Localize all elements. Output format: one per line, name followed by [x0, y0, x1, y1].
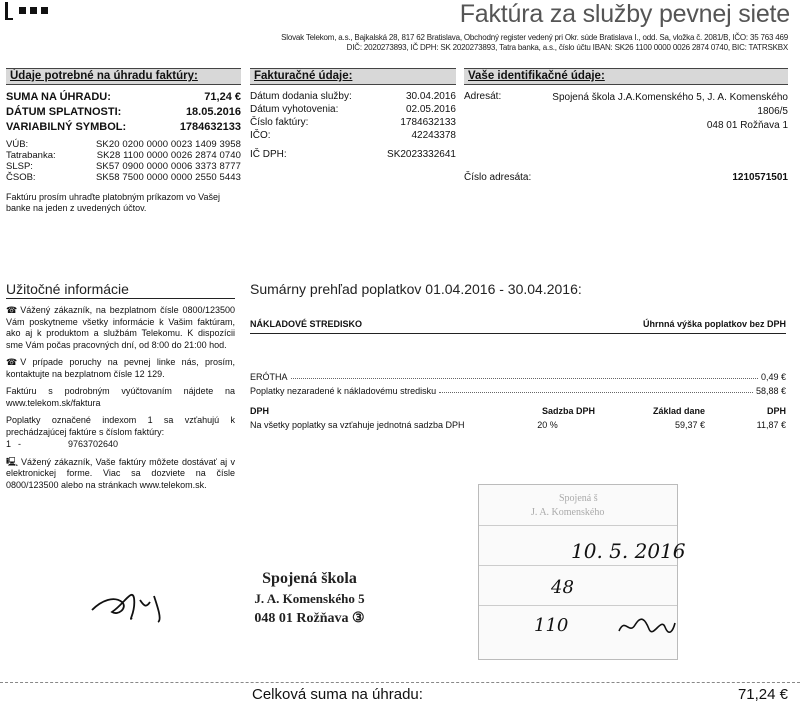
- address-line: 1806/5: [757, 106, 788, 117]
- payment-heading: Údaje potrebné na úhradu faktúry:: [6, 68, 241, 85]
- summary-item-value: 58,88 €: [755, 386, 786, 396]
- total-fees-header: Úhrnná výška poplatkov bez DPH: [642, 319, 786, 329]
- received-stamp-line: Spojená š: [559, 493, 598, 504]
- total-value: 71,24 €: [737, 686, 788, 703]
- reference-invoice-number: 9763702640: [68, 439, 119, 449]
- ico-label: IČO:: [250, 130, 271, 141]
- summary-items: [250, 372, 786, 396]
- phone-icon: ☎: [6, 357, 18, 367]
- signature-mark: [617, 613, 677, 639]
- footer-divider: [0, 682, 800, 683]
- summary-title: Sumárny prehľad poplatkov 01.04.2016 - 30.04.2016:: [250, 281, 582, 297]
- bank-name: ČSOB:: [6, 172, 36, 183]
- vat-rate: 20 %: [537, 420, 558, 430]
- customer-number-label: Číslo adresáta:: [464, 172, 532, 183]
- issue-date-value: 02.05.2016: [405, 104, 456, 115]
- invoice-title: Faktúra za služby pevnej siete: [459, 0, 790, 28]
- summary-item-value: 0,49 €: [760, 372, 786, 382]
- customer-details: [464, 91, 788, 183]
- vat-amount-header: DPH: [766, 406, 786, 416]
- info-paragraph: V prípade poruchy na pevnej linke nás, prosím, kontaktujte na bezplatnom čísle 12 129.: [6, 357, 235, 379]
- handwritten-reference: 110: [534, 615, 569, 636]
- delivery-date-value: 30.04.2016: [405, 91, 456, 102]
- invoice-heading: Fakturačné údaje:: [250, 68, 456, 85]
- info-paragraph: Faktúru s podrobným vyúčtovaním nájdete na www.telekom.sk/faktura: [6, 386, 235, 408]
- stamp-circle-number: ③: [352, 611, 365, 626]
- school-stamp: [222, 570, 397, 627]
- company-bank-line: DIČ: 2020273893, IČ DPH: SK 2020273893, Tatra banka, a.s., číslo účtu IBAN: SK26 1100 0000 0026 2874 0740, BIC: TATRSKBX: [346, 43, 788, 52]
- company-info-line: Slovak Telekom, a.s., Bajkalská 28, 817 62 Bratislava, Obchodný register vedený pri Okr. súde Bratislava I., odd. Sa, vložka č. 2081/B, IČO: 35 763 469: [281, 33, 788, 42]
- payment-details: [6, 91, 241, 214]
- bank-name: Tatrabanka:: [6, 150, 56, 161]
- reference-dash: -: [18, 439, 21, 449]
- invoice-details: [250, 91, 456, 160]
- vat-rate-header: Sadzba DPH: [541, 406, 595, 416]
- handwritten-signature: [88, 582, 174, 624]
- vat-id-value: SK2023332641: [387, 149, 456, 160]
- vat-amount: 11,87 €: [756, 420, 786, 430]
- handwritten-date: 10. 5. 2016: [571, 539, 686, 563]
- summary-header: [250, 319, 786, 329]
- ico-value: 42243378: [411, 130, 456, 141]
- address-line: Spojená škola J.A.Komenského 5, J. A. Komenského: [552, 92, 788, 103]
- due-value: 18.05.2016: [185, 106, 241, 118]
- sum-label: SUMA NA ÚHRADU:: [6, 91, 111, 103]
- useful-info-divider: [6, 298, 235, 299]
- bank-iban: SK58 7500 0000 0000 2550 5443: [95, 172, 241, 183]
- customer-heading: Vaše identifikačné údaje:: [464, 68, 788, 85]
- useful-info-block: [6, 305, 235, 497]
- cost-center-header: NÁKLADOVÉ STREDISKO: [250, 319, 363, 329]
- summary-item-label: Poplatky nezaradené k nákladovému stredisku: [250, 386, 437, 396]
- school-stamp-line: J. A. Komenského 5: [254, 591, 365, 606]
- customer-number-value: 1210571501: [732, 172, 788, 183]
- tax-base: 59,37 €: [674, 420, 705, 430]
- vs-value: 1784632133: [179, 121, 241, 133]
- tax-base-header: Základ dane: [652, 406, 705, 416]
- total-label: Celková suma na úhradu:: [252, 686, 423, 703]
- bank-iban: SK28 1100 0000 0026 2874 0740: [96, 150, 241, 161]
- handwritten-number: 48: [551, 577, 574, 598]
- reference-index: 1: [6, 439, 12, 449]
- info-paragraph: Vážený zákazník, Vaše faktúry môžete dostávať aj v elektronickej forme. Viac sa dozviete na čísle 0800/123500 alebo na stránkach www.telekom.sk.: [6, 456, 235, 490]
- due-label: DÁTUM SPLATNOSTI:: [6, 106, 122, 118]
- vs-label: VARIABILNÝ SYMBOL:: [6, 121, 127, 133]
- issue-date-label: Dátum vyhotovenia:: [250, 104, 339, 115]
- monitor-icon: 🖳: [6, 456, 19, 467]
- sum-value: 71,24 €: [204, 91, 241, 103]
- vat-table: [250, 406, 786, 430]
- bank-iban: SK20 0200 0000 0023 1409 3958: [95, 139, 241, 150]
- invoice-number-value: 1784632133: [400, 117, 456, 128]
- received-stamp-box: [478, 484, 686, 660]
- summary-divider: [250, 333, 786, 334]
- vat-id-label: IČ DPH:: [250, 149, 287, 160]
- payment-note: Faktúru prosím uhraďte platobným príkazom vo Vašej banke na jeden z uvedených účtov.: [6, 192, 220, 213]
- summary-item-label: ERÓTHA: [250, 372, 288, 382]
- phone-icon: ☎: [6, 305, 18, 315]
- received-stamp-line: J. A. Komenského: [531, 507, 605, 518]
- bank-iban: SK57 0900 0000 0006 3373 8777: [95, 161, 241, 172]
- useful-info-title: Užitočné informácie: [6, 281, 129, 297]
- info-paragraph: Vážený zákazník, na bezplatnom čísle 0800/123500 Vám poskytneme všetky informácie k Vašim faktúram, ako aj k produktom a službám Telekomu. K dispozícii sme Vám počas pracovných dní, od 8:00 do 21:00 hod.: [6, 305, 235, 350]
- vat-header-label: DPH: [250, 406, 270, 416]
- vat-row-label: Na všetky poplatky sa vzťahuje jednotná sadzba DPH: [250, 420, 465, 430]
- school-stamp-line: Spojená škola: [262, 570, 357, 587]
- delivery-date-label: Dátum dodania služby:: [250, 91, 352, 102]
- bank-name: VÚB:: [6, 139, 29, 150]
- info-paragraph: Poplatky označené indexom 1 sa vzťahujú k prechádzajúcej faktúre s číslom faktúry:: [6, 415, 235, 437]
- address-label: Adresát:: [464, 91, 502, 102]
- school-stamp-line: 048 01 Rožňava: [254, 611, 349, 626]
- bank-list: [6, 139, 241, 183]
- invoice-number-label: Číslo faktúry:: [250, 117, 309, 128]
- telekom-logo: [2, 2, 52, 22]
- address-line: 048 01 Rožňava 1: [706, 120, 788, 131]
- bank-name: SLSP:: [6, 161, 33, 172]
